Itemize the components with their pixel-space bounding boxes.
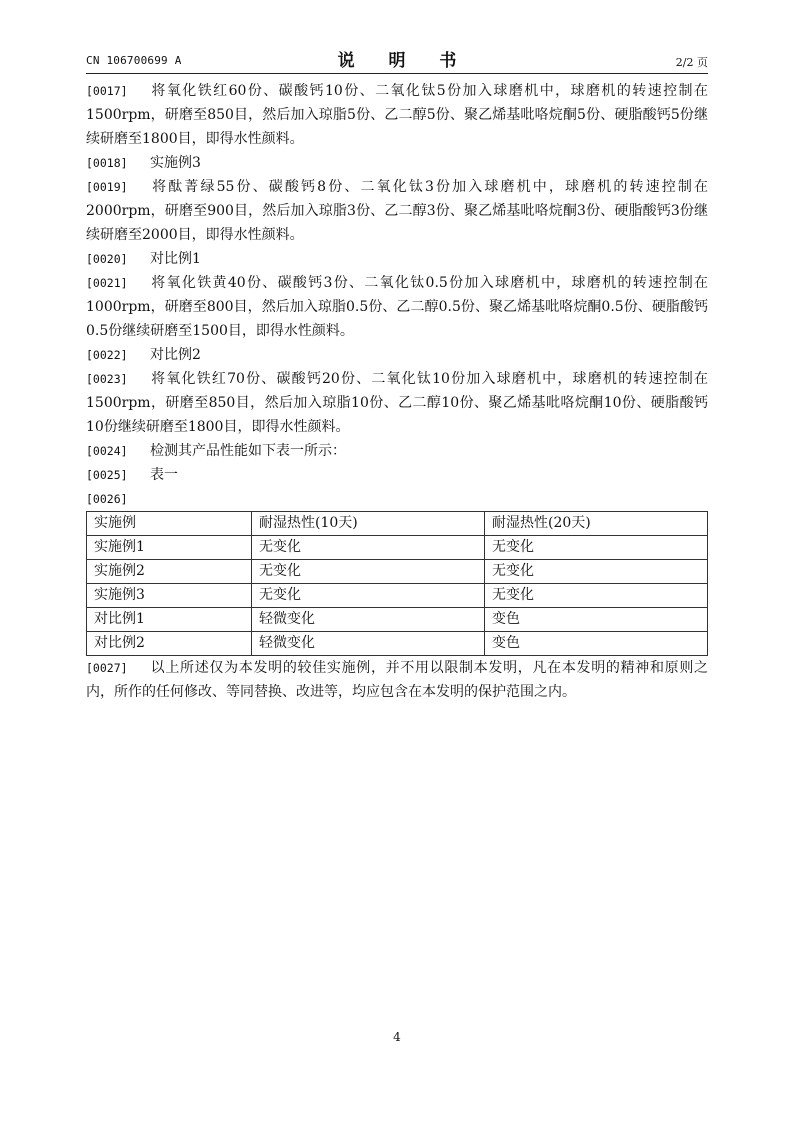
table-header-row xyxy=(87,512,708,536)
table-cell: 对比例1 xyxy=(87,608,252,632)
table-header-cell: 耐湿热性(20天) xyxy=(485,512,708,536)
paragraph-number: [0023] xyxy=(86,372,128,386)
table-cell: 实施例1 xyxy=(87,536,252,560)
table-row xyxy=(87,608,708,632)
paragraph-text: 将氧化铁红70份、碳酸钙20份、二氧化钛10份加入球磨机中，球磨机的转速控制在1500rpm，研磨至850目，然后加入琼脂10份、乙二醇10份、聚乙烯基吡咯烷酮10份、硬脂酸钙10份继续研磨至1800目，即得水性颜料。 xyxy=(86,371,708,435)
paragraph-number: [0024] xyxy=(86,444,128,458)
paragraph xyxy=(86,271,708,343)
paragraph xyxy=(86,487,708,511)
paragraph-text: 对比例2 xyxy=(150,347,201,363)
paragraph-number: [0019] xyxy=(86,180,128,194)
results-table xyxy=(86,511,708,656)
table-cell: 轻微变化 xyxy=(252,632,485,656)
table-row xyxy=(87,584,708,608)
paragraph xyxy=(86,343,708,367)
paragraph xyxy=(86,151,708,175)
page-number: 4 xyxy=(393,1030,401,1044)
paragraph-text: 表一 xyxy=(150,467,178,483)
page-header xyxy=(86,44,708,72)
table-cell: 无变化 xyxy=(252,584,485,608)
table-row xyxy=(87,560,708,584)
paragraph-text: 将酞菁绿55份、碳酸钙8份、二氧化钛3份加入球磨机中，球磨机的转速控制在2000rpm，研磨至900目，然后加入琼脂3份、乙二醇3份、聚乙烯基吡咯烷酮3份、硬脂酸钙3份继续研磨至2000目，即得水性颜料。 xyxy=(86,179,708,243)
paragraph xyxy=(86,175,708,247)
paragraph-text: 以上所述仅为本发明的较佳实施例，并不用以限制本发明，凡在本发明的精神和原则之内，所作的任何修改、等同替换、改进等，均应包含在本发明的保护范围之内。 xyxy=(86,660,708,700)
paragraph-text: 检测其产品性能如下表一所示： xyxy=(150,443,346,459)
document-title: 说 明 书 xyxy=(337,51,471,71)
table-row xyxy=(87,632,708,656)
paragraph xyxy=(86,656,708,704)
paragraph xyxy=(86,79,708,151)
paragraph-number: [0026] xyxy=(86,492,128,506)
table-cell: 对比例2 xyxy=(87,632,252,656)
table-cell: 无变化 xyxy=(485,536,708,560)
paragraph-number: [0018] xyxy=(86,156,128,170)
paragraph-number: [0017] xyxy=(86,84,128,98)
publication-number: CN 106700699 A xyxy=(86,54,182,67)
paragraph xyxy=(86,439,708,463)
paragraph xyxy=(86,247,708,271)
paragraphs-after-table xyxy=(86,656,708,704)
table-header-cell: 耐湿热性(10天) xyxy=(252,512,485,536)
table-header-cell: 实施例 xyxy=(87,512,252,536)
paragraph-number: [0022] xyxy=(86,348,128,362)
table-cell: 变色 xyxy=(485,632,708,656)
header-divider xyxy=(86,73,708,74)
paragraph-number: [0020] xyxy=(86,252,128,266)
table-cell: 无变化 xyxy=(252,560,485,584)
paragraph-text: 将氧化铁黄40份、碳酸钙3份、二氧化钛0.5份加入球磨机中，球磨机的转速控制在1000rpm，研磨至800目，然后加入琼脂0.5份、乙二醇0.5份、聚乙烯基吡咯烷酮0.5份、硬脂酸钙0.5份继续研磨至1500目，即得水性颜料。 xyxy=(86,275,708,339)
paragraph-text: 实施例3 xyxy=(150,155,201,171)
table-cell: 实施例3 xyxy=(87,584,252,608)
table-cell: 变色 xyxy=(485,608,708,632)
paragraph-number: [0027] xyxy=(86,661,128,675)
table-cell: 实施例2 xyxy=(87,560,252,584)
paragraph-text: 将氧化铁红60份、碳酸钙10份、二氧化钛5份加入球磨机中，球磨机的转速控制在1500rpm，研磨至850目，然后加入琼脂5份、乙二醇5份、聚乙烯基吡咯烷酮5份、硬脂酸钙5份继续研磨至1800目，即得水性颜料。 xyxy=(86,83,708,147)
paragraph xyxy=(86,463,708,487)
paragraphs-before-table xyxy=(86,79,708,511)
table-cell: 无变化 xyxy=(252,536,485,560)
paragraph-number: [0025] xyxy=(86,468,128,482)
table-cell: 无变化 xyxy=(485,560,708,584)
table-cell: 无变化 xyxy=(485,584,708,608)
paragraph xyxy=(86,367,708,439)
table-cell: 轻微变化 xyxy=(252,608,485,632)
table-row xyxy=(87,536,708,560)
paragraph-text: 对比例1 xyxy=(150,251,201,267)
paragraph-number: [0021] xyxy=(86,276,128,290)
page-count: 2/2 页 xyxy=(675,56,708,69)
document-body xyxy=(86,79,708,704)
